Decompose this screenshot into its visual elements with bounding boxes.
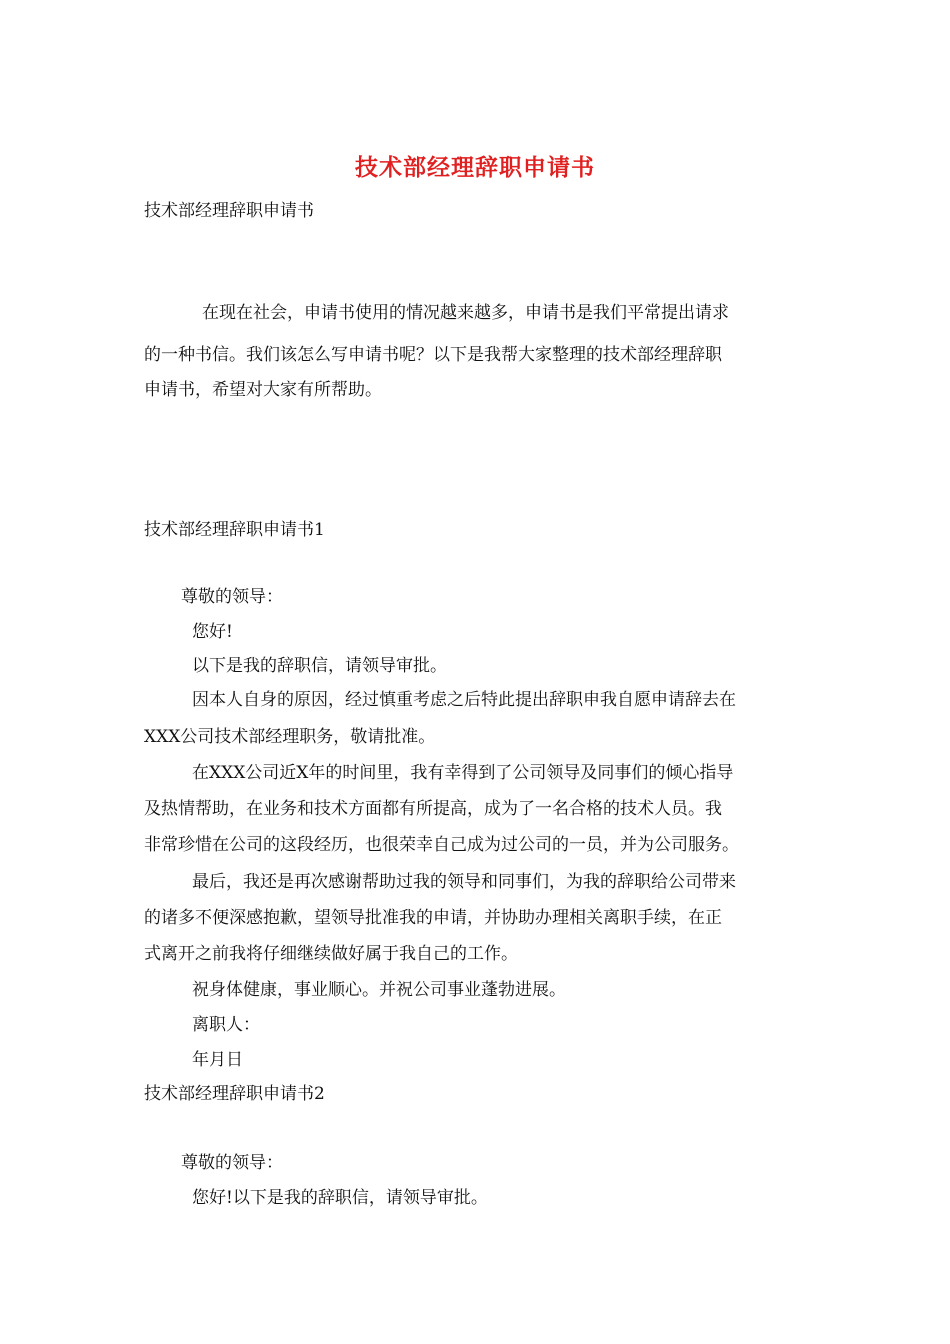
letter1-line: 及热情帮助，在业务和技术方面都有所提高，成为了一名合格的技术人员。我 bbox=[144, 799, 722, 819]
letter1-line: 以下是我的辞职信，请领导审批。 bbox=[192, 656, 447, 676]
letter1-line: XXX公司技术部经理职务，敬请批准。 bbox=[144, 727, 436, 747]
letter1-line: 在XXX公司近X年的时间里，我有幸得到了公司领导及同事们的倾心指导 bbox=[192, 763, 734, 783]
intro-line: 的一种书信。我们该怎么写申请书呢？以下是我帮大家整理的技术部经理辞职 bbox=[144, 345, 722, 365]
letter2-heading: 技术部经理辞职申请书2 bbox=[144, 1084, 325, 1104]
letter1-heading: 技术部经理辞职申请书1 bbox=[144, 520, 325, 540]
letter1-line: 最后，我还是再次感谢帮助过我的领导和同事们，为我的辞职给公司带来 bbox=[192, 872, 736, 892]
document-title: 技术部经理辞职申请书 bbox=[355, 154, 595, 181]
letter1-salutation: 尊敬的领导： bbox=[181, 587, 283, 607]
intro-line: 申请书，希望对大家有所帮助。 bbox=[144, 380, 382, 400]
letter2-salutation: 尊敬的领导： bbox=[181, 1153, 283, 1173]
letter1-signer: 离职人： bbox=[192, 1015, 260, 1035]
letter1-line: 式离开之前我将仔细继续做好属于我自己的工作。 bbox=[144, 944, 518, 964]
letter2-greeting: 您好!以下是我的辞职信，请领导审批。 bbox=[192, 1188, 488, 1208]
letter1-date: 年月日 bbox=[192, 1050, 243, 1070]
letter1-line: 非常珍惜在公司的这段经历，也很荣幸自己成为过公司的一员，并为公司服务。 bbox=[144, 835, 739, 855]
intro-line: 在现在社会，申请书使用的情况越来越多，申请书是我们平常提出请求 bbox=[202, 303, 729, 323]
document-subtitle: 技术部经理辞职申请书 bbox=[144, 201, 314, 221]
letter1-line: 的诸多不便深感抱歉，望领导批准我的申请，并协助办理相关离职手续，在正 bbox=[144, 908, 722, 928]
letter1-greeting: 您好! bbox=[192, 622, 233, 642]
letter1-line: 祝身体健康，事业顺心。并祝公司事业蓬勃进展。 bbox=[192, 980, 566, 1000]
letter1-line: 因本人自身的原因，经过慎重考虑之后特此提出辞职申我自愿申请辞去在 bbox=[192, 690, 736, 710]
